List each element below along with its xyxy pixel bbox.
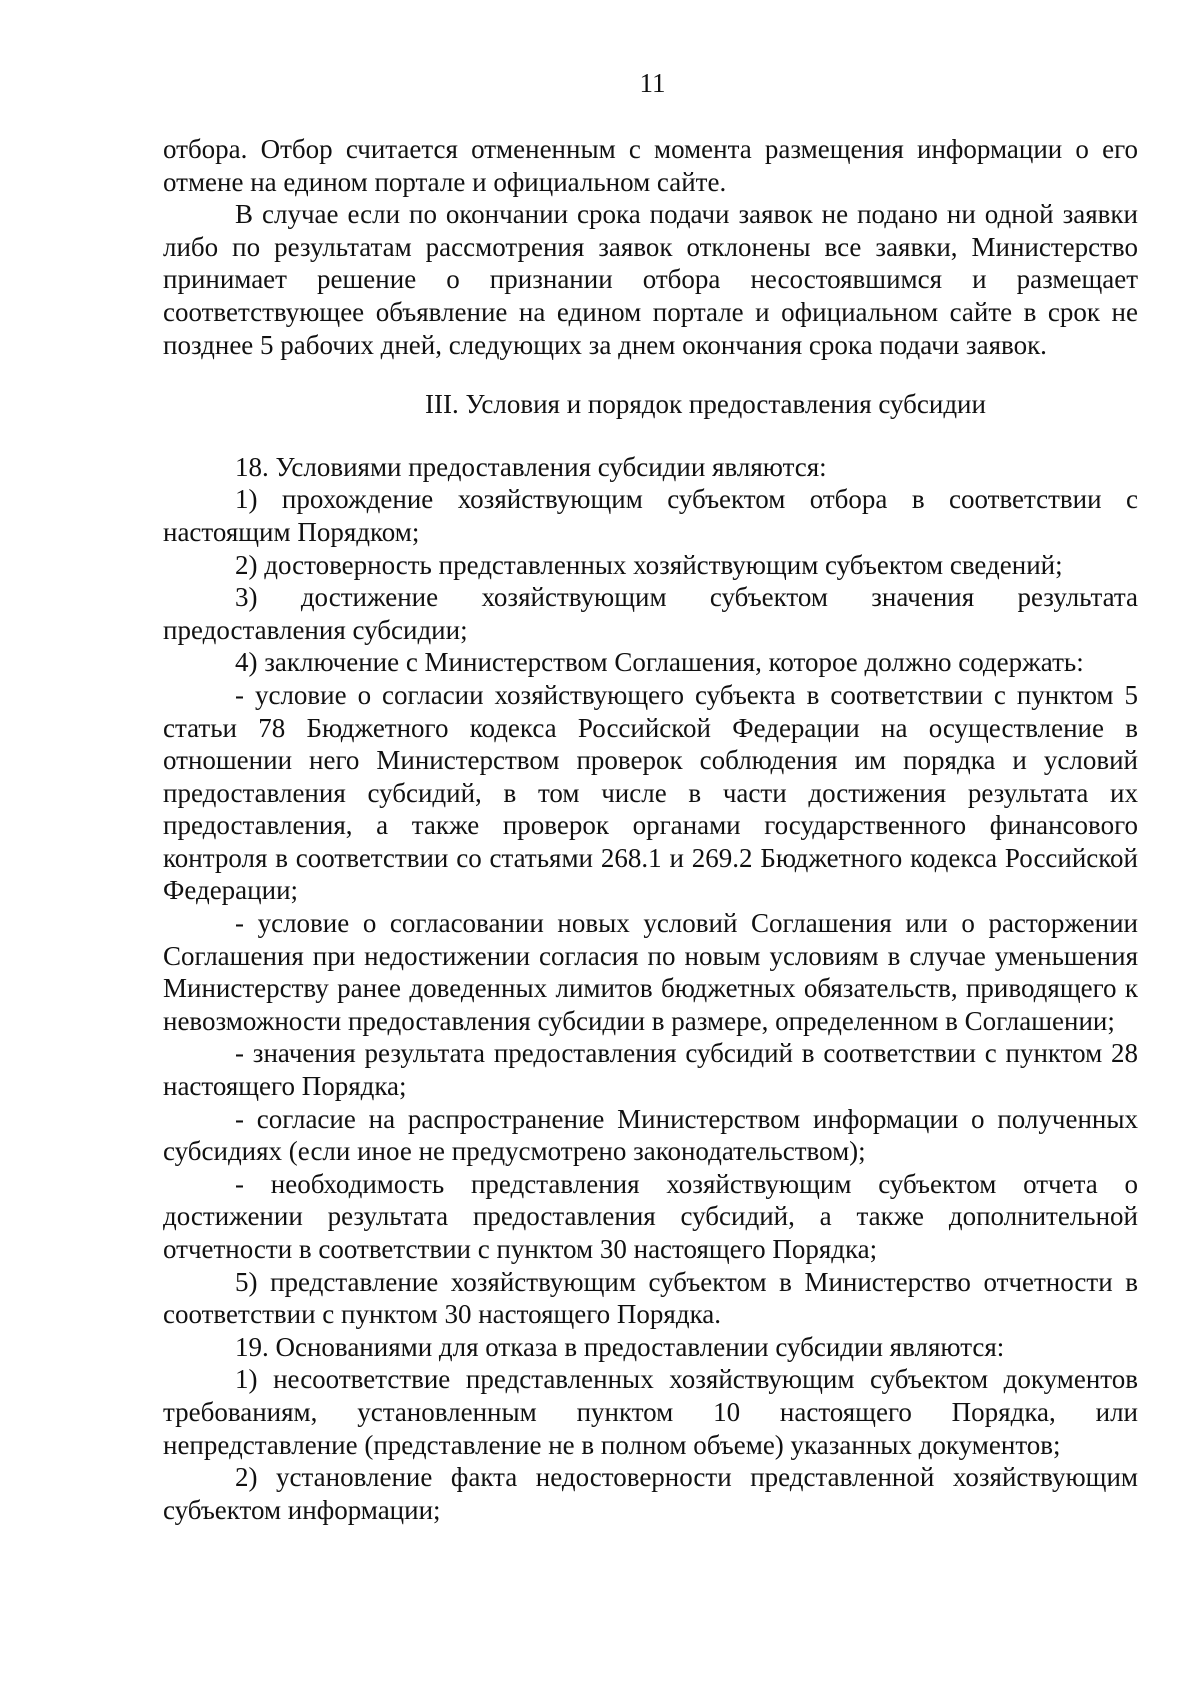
paragraph-continuation: отбора. Отбор считается отмененным с момента размещения информации о его отмене на едином портале и официальном сайте. [163, 134, 1138, 197]
paragraph-no-applications: В случае если по окончании срока подачи заявок не подано ни одной заявки либо по результатам рассмотрения заявок отклонены все заявки, Министерство принимает решение о признании отбора несостоявшимся и размещает соответствующее объявление на едином портале и официальном сайте в срок не позднее 5 рабочих дней, следующих за днем окончания срока подачи заявок. [163, 199, 1138, 360]
paragraph-18: 18. Условиями предоставления субсидии являются: [235, 451, 827, 482]
paragraph-18-item-5: 5) представление хозяйствующим субъектом в Министерство отчетности в соответствии с пунктом 30 настоящего Порядка. [163, 1266, 1138, 1330]
paragraph-18-item-4-condition-c: - значения результата предоставления субсидий в соответствии с пунктом 28 настоящего Порядка; [163, 1038, 1138, 1102]
paragraph-19-item-1: 1) несоответствие представленных хозяйствующим субъектом документов требованиям, установленным пунктом 10 настоящего Порядка, или непредставление (представление не в полном объеме) указанных документов; [163, 1364, 1138, 1460]
paragraph-18-item-2: 2) достоверность представленных хозяйствующим субъектом сведений; [235, 549, 1063, 580]
paragraph-18-item-1: 1) прохождение хозяйствующим субъектом отбора в соответствии с настоящим Порядком; [163, 484, 1138, 547]
paragraph-18-item-3: 3) достижение хозяйствующим субъектом значения результата предоставления субсидии; [163, 582, 1138, 645]
paragraph-19: 19. Основаниями для отказа в предоставлении субсидии являются: [235, 1331, 1005, 1362]
page-number: 11 [639, 68, 666, 98]
document-body [163, 133, 1138, 1526]
paragraph-18-item-4-condition-d: - согласие на распространение Министерством информации о полученных субсидиях (если иное не предусмотрено законодательством); [163, 1103, 1138, 1167]
paragraph-18-item-4: 4) заключение с Министерством Соглашения, которое должно содержать: [235, 647, 1084, 678]
section-heading: III. Условия и порядок предоставления субсидии [425, 389, 986, 420]
paragraph-18-item-4-condition-a: - условие о согласии хозяйствующего субъекта в соответствии с пунктом 5 статьи 78 Бюджетного кодекса Российской Федерации на осуществление в отношении него Министерством проверок соблюдения им порядка и условий предоставления субсидий, в том числе в части достижения результата их предоставления, а также проверок органами государственного финансового контроля в соответствии со статьями 268.1 и 269.2 Бюджетного кодекса Российской Федерации; [163, 679, 1138, 906]
paragraph-18-item-4-condition-b: - условие о согласовании новых условий Соглашения или о расторжении Соглашения при недостижении согласия по новым условиям в случае уменьшения Министерству ранее доведенных лимитов бюджетных обязательств, приводящего к невозможности предоставления субсидии в размере, определенном в Соглашении; [163, 908, 1138, 1036]
paragraph-19-item-2: 2) установление факта недостоверности представленной хозяйствующим субъектом информации; [163, 1462, 1138, 1525]
paragraph-18-item-4-condition-e: - необходимость представления хозяйствующим субъектом отчета о достижении результата предоставления субсидий, а также дополнительной отчетности в соответствии с пунктом 30 настоящего Порядка; [163, 1168, 1138, 1264]
